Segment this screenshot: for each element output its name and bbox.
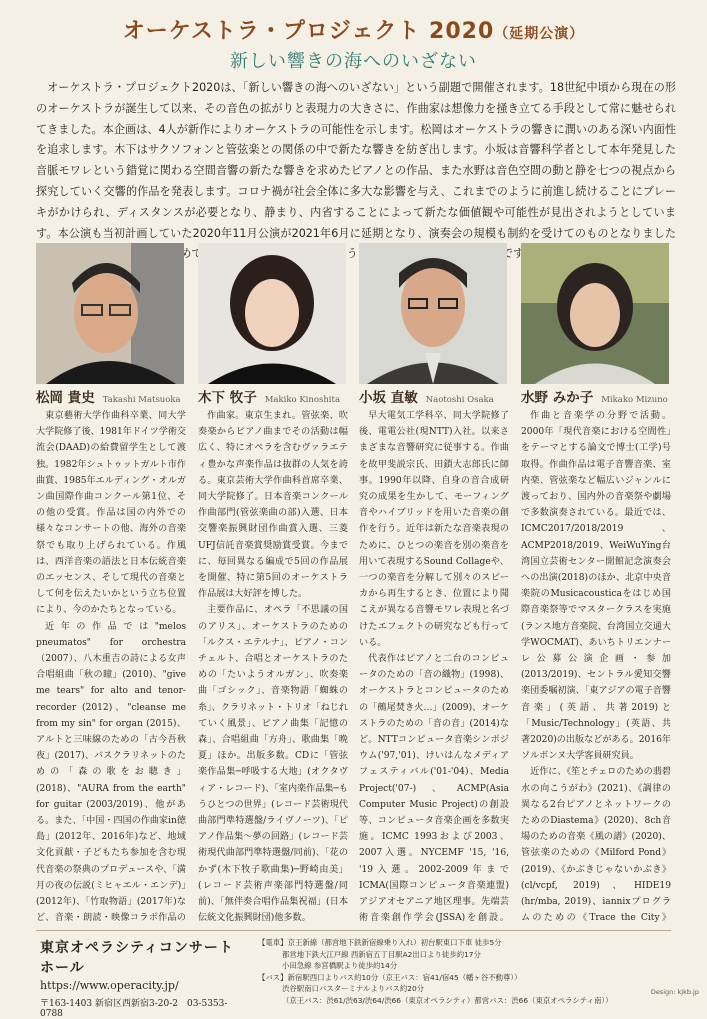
composer-name-matsuoka xyxy=(36,386,192,408)
bio-paragraph: 早大電気工学科卒、同大学院修了後、電電公社(現NTT)入社。以来さまざまな音響研究に従事する。作曲を故甲斐説宗氏、田鎖大志郎氏に師事。1990年以降、自身の音合成研究の成果を生かして、モーフィング音やハイブリッドを用いた音楽の創作を行う。近年は新たな音楽表現のために、ひとつの楽音を別の楽音を用いて表現するSound Collageや、一つの楽音を分解して別々のスピーカから再生するとき、位置により聞こえが異なる音響モワレ表現と名づけたエフェクトの研究なども行っている。 xyxy=(359,411,509,648)
access-line: （京王バス：渋61/渋63/渋64/渋66（東京オペラシティ）都営バス：渋66（東京オペラシティ南）） xyxy=(282,995,613,1005)
concert-title xyxy=(0,14,707,45)
composer-bio-matsuoka xyxy=(36,408,186,928)
access-line: 小田急線 参宮橋駅より徒歩約14分 xyxy=(282,961,398,970)
design-credit: Design: kjkb.jp xyxy=(650,988,699,996)
composer-name-jp: 松岡 貴史 xyxy=(36,390,95,406)
bio-paragraph: 代表作はピアノと二台のコンピュータのための「音の織物」(1998)、オーケストラとコンピュータのための「鵺尾焚き火…」(2009)、オーケストラのための「音の音」(2014)など。NTTコンピュータ音楽シンポジウム('97,'01)、けいはんなメディアフェスティバル('01-'04)、Media Project('07-)、ACMP(Asia Computer Music Project)の創設等、コンピュータ音楽企画を多数実施。ICMC 1993および2003、2007入選。NYCEMF '15, '16, '19入選。2002-2009年までICMA(国際コンピュータ音楽連盟)アジアオセアニア地区理事。先端芸術音楽創作学会(JSSA)を創設。 xyxy=(359,654,509,924)
composer-bio-kinoshita xyxy=(198,408,348,928)
access-line: 渋谷駅南口バスターミナルよりバス約20分 xyxy=(282,984,425,993)
composer-name-en: Takashi Matsuoka xyxy=(102,395,181,405)
access-info xyxy=(258,937,688,1006)
portrait-photo-matsuoka xyxy=(36,243,184,384)
concert-subtitle: 新しい響きの海へのいざない xyxy=(230,51,477,72)
composer-name-jp: 木下 牧子 xyxy=(198,390,257,406)
youtube-channel-label xyxy=(198,927,348,929)
composer-name-mizuno xyxy=(521,386,677,408)
footer-divider xyxy=(36,930,671,931)
portrait-photo-osaka xyxy=(359,243,507,384)
access-line: 【バス】新宿駅西口よりバス約10分（京王バス：宿41/宿45（幡ヶ谷不動尊）） xyxy=(258,972,522,982)
bio-paragraph: 作曲家。東京生まれ。管弦楽、吹奏楽からピアノ曲までその活動は幅広く、特にオペラを含むヴァラエティ豊かな声楽作品は抜群の人気を誇る。東京芸術大学作曲科首席卒業、同大学院修了。日本音楽コンクール作曲部門(管弦楽曲の部)入選、日本交響楽振興財団作曲賞入選、三菱UFJ信託音楽賞奨励賞受賞。今までに、毎回異なる編成で5回の作品展を開催、特に第5回のオーケストラ作品展は大好評を博した。 xyxy=(198,411,348,600)
intro-paragraph: オーケストラ・プロジェクト2020は、「新しい響きの海へのいざない」という副題で開催されます。18世紀中頃から現在の形のオーケストラが誕生して以来、その音色の拡がりと表現力の大きさに、作曲家は想像力を掻き立てる手段として常に魅せられてきました。本企画は、4人が新作によりオーケストラの可能性を示します。松岡はオーケストラの響きに潤いのある深い内面性を追求します。木下はサクソフォンと管弦楽との関係の中で新たな響きを紡ぎ出します。小坂は音響科学者として本年発見した音脈モワレという錯覚に関わる空間音響の新たな響きを求めたピアノとの作品、また水野は音色空間の動と静を七つの視点から探究していく交響的作品を発表します。コロナ禍が社会全体に多大な影響を与え、これまでのように前進し続けることにブレーキがかけられ、ディスタンスが必要となり、静まり、内省することによって新たな価値観や可能性が見出されようとしています。本公演も当初計画していた2020年11月公演が2021年6月に延期となり、演奏会の規模も制約を受けてのものとなりました めて問い直し、響き合い、心が通うコンサートにしていくつもりです。 xyxy=(36,81,676,261)
portrait-photo-kinoshita xyxy=(198,243,346,384)
composer-bio-osaka xyxy=(359,408,509,928)
composer-name-jp: 水野 みか子 xyxy=(521,390,594,406)
bio-paragraph: 東京藝術大学作曲科卒業、同大学大学院修了後、1981年ドイツ学術交流会(DAAD)の給費留学生として渡独。1982年シュトゥットガルト市作曲賞、1985年エルディング・オルガン曲国際作曲コンクール第1位、その他の受賞。作品は国の内外での様々なコンサートの他、海外の音楽祭でも取り上げられている。作風は、西洋音楽の語法と日本伝統音楽のエッセンス、そして現代の音楽として何を伝えたいかという立ち位置により、今のかたちとなっている。 xyxy=(36,411,186,616)
composer-name-en: Naotoshi Osaka xyxy=(425,395,494,405)
access-line: 都営地下鉄大江戸線 西新宿五丁目駅A2出口より徒歩約17分 xyxy=(282,949,481,959)
venue-info xyxy=(40,937,240,1019)
access-line: 【電車】京王新線（都営地下鉄新宿線乗り入れ）初台駅東口下車 徒歩5分 xyxy=(258,938,502,947)
composer-name-en: Mikako Mizuno xyxy=(601,395,668,405)
composer-name-kinoshita xyxy=(198,386,354,408)
venue-url[interactable]: https://www.operacity.jp/ xyxy=(40,979,179,992)
portrait-photo-mizuno xyxy=(521,243,669,384)
bio-paragraph: 近年の作品では"melos pneumatos" for orchestra（2007）、八木重吉の詩による女声合唱組曲「秋の瞳」(2010)、"give me tears" for alto and tenor-recorder (2012)、"cleanse me from my sin" for organ (2015)、アルトと三味線のための「古今吾秋夜」(2017)、バスクラリネットのための「森の歌をお聴き」(2018)、"AURA from the earth" for guitar (2003/2019)、他がある。また、「中国・四国の作曲家in徳島」(2012年、2016年)など、地域文化貢献・子どもたち参加を含む現代音楽の祭典のプロデュースや、「満月の夜の伝説(ミヒャエル・エンデ)」(2012年)、「竹取物語」(2017年)など、音楽・朗読・映像コラボ作品の xyxy=(36,621,186,924)
composer-name-en: Makiko Kinoshita xyxy=(264,395,341,405)
bio-paragraph: 主要作品に、オペラ「不思議の国のアリス」、オーケストラのための「ルクス・エテルナ」、ピアノ・コンチェルト、合唱とオーケストラのための「たいようオルガン」、吹奏楽曲「ゴシック」、音楽物語「蜘蛛の糸」、クラリネット・トリオ「ねじれていく風景」、ピアノ曲集「記憶の森」、合唱組曲「方舟」、歌曲集「晩夏」ほか。出版多数。CDに「管弦楽作品集─呼吸する大地」(オクタヴィア・レコード)、「室内楽作品集─もうひとつの世界」(レコード芸術現代曲部門準特選盤/ライヴノーツ)、「ピアノ作品集～夢の回路」(レコード芸術現代曲部門準特選盤/同前)、「花のかず(木下牧子歌曲集)─野崎由美」(レコード芸術声楽部門特選盤/同前)、「無伴奏合唱作品集祝福」(日本伝統文化振興財団)他多数。 xyxy=(198,605,348,924)
concert-title-main: オーケストラ・プロジェクト 2020 xyxy=(122,19,495,44)
composer-name-jp: 小坂 直敏 xyxy=(359,390,418,406)
bio-paragraph: 近作に、《笙とチェロのための翡碧水の向こうがわ》(2021)、《調律の異なる2台ピアノとネットワークのためのDiastema》(2020)、8ch音場のための音楽《風の譜》(2020)、管弦楽のための《Milford Pond》(2019)、《かぶきじゃないかぶき》(cl/vcpf, 2019)、HIDE19 (hr/mba, 2019)、iannixプログラムのための《Trace the City》 xyxy=(521,767,671,924)
composer-name-osaka xyxy=(359,386,515,408)
bio-paragraph: 作曲と音楽学の分野で活動。2000年「現代音楽における空間性」をテーマとする論文で博士(工学)号取得。作曲作品は電子音響音楽、室内楽、管弦楽など幅広いジャンルに渡っており、国内外の音楽祭や劇場で多数演奏されている。最近では、ICMC2017/2018/2019、ACMP2018/2019、WeiWuYing台湾国立芸術センター開館記念演奏会への出演(2018)のほか、北京中央音楽院のMusicacousticaをはじめ国際音楽祭等でマスタークラスを実施(ランス地方音楽院、台湾国立交通大学WOCMAT)、あいちトリエンナーレ公募公演企画・参加(2013/2019)、セントラル愛知交響楽団委嘱初演、「東アジアの電子音響音楽」(英語、共著2019)と「Music/Technology」(英語、共著2020)の出版などがある。2016年ソルボンヌ大学客員研究員。 xyxy=(521,411,671,762)
concert-title-suffix: （延期公演） xyxy=(494,26,585,42)
venue-address: 〒163-1403 新宿区西新宿3-20-2 03-5353-0788 xyxy=(40,999,228,1019)
composer-bio-mizuno xyxy=(521,408,671,928)
venue-name: 東京オペラシティコンサートホール xyxy=(40,940,234,976)
